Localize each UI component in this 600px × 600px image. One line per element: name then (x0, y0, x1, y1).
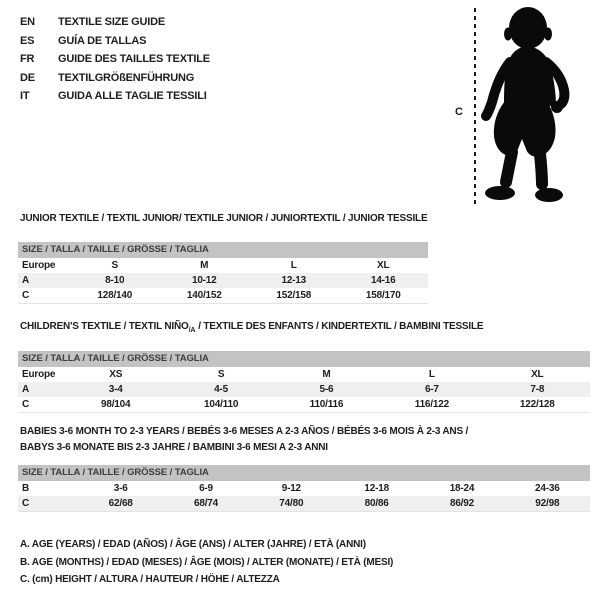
note-line: B. AGE (MONTHS) / EDAD (MESES) / ÂGE (MOIS) / ALTER (MONATE) / ETÀ (MESI) (20, 556, 394, 568)
table-row (18, 258, 428, 273)
table-cell: 3-6 (113, 483, 128, 494)
junior-size-table (18, 258, 428, 304)
title-part: / TEXTILE DES ENFANTS / KINDERTEXTIL / BAMBINI TESSILE (198, 321, 484, 332)
language-list (20, 13, 210, 106)
table-cell: 86/92 (419, 496, 504, 511)
table-row (18, 496, 590, 511)
row-label-cell: A (18, 273, 70, 288)
language-row (20, 32, 210, 51)
babies-size-table (18, 481, 590, 512)
table-cell: 116/122 (414, 398, 449, 410)
table-cell: 24-36 (535, 483, 560, 494)
table-cell: XL (531, 369, 544, 380)
table-cell: 10-12 (160, 273, 250, 288)
legend-notes (20, 536, 393, 589)
childrens-textile-section (18, 321, 590, 413)
table-row (18, 273, 428, 288)
table-cell: 128/140 (97, 289, 133, 301)
table-cell: 110/116 (309, 398, 344, 410)
language-text: TEXTILE SIZE GUIDE (58, 16, 166, 28)
size-header-bar: SIZE / TALLA / TAILLE / GRÖSSE / TAGLIA (18, 242, 428, 258)
table-cell: 7-8 (485, 382, 590, 397)
row-label-cell: Europe (22, 260, 56, 271)
height-measure-label: C (455, 106, 463, 118)
note-line: A. AGE (YEARS) / EDAD (AÑOS) / ÂGE (ANS) / ALTER (JAHRE) / ETÀ (ANNI) (20, 539, 366, 550)
table-cell: 3-4 (63, 382, 168, 397)
table-cell: XS (109, 369, 123, 380)
table-row (18, 288, 428, 303)
table-cell: 80/86 (334, 496, 419, 511)
height-dashed-line (474, 8, 476, 208)
language-code: IT (20, 90, 30, 102)
row-label-cell: C (18, 496, 78, 511)
junior-textile-section (18, 213, 428, 304)
table-cell: 12-13 (249, 273, 339, 288)
table-title (20, 321, 590, 336)
table-cell: 9-12 (281, 483, 301, 494)
table-row (18, 481, 590, 496)
row-label-cell: B (22, 483, 30, 494)
table-cell: 6-7 (379, 382, 484, 397)
language-row (20, 13, 210, 32)
table-cell: 122/128 (519, 398, 555, 410)
table-cell: 68/74 (163, 496, 248, 511)
table-row (18, 397, 590, 412)
table-cell: 12-18 (364, 483, 389, 494)
language-text: GUÍA DE TALLAS (58, 34, 147, 47)
row-label-cell: C (22, 398, 30, 410)
table-cell: 74/80 (249, 496, 334, 511)
language-text: GUIDE DES TAILLES TEXTILE (58, 53, 210, 65)
title-line: BABIES 3-6 MONTH TO 2-3 YEARS / BEBÉS 3-6 MESES A 2-3 AÑOS / BÉBÉS 3-6 MOIS À 2-3 ANS / (20, 426, 469, 437)
table-cell: M (200, 260, 209, 271)
table-cell: 8-10 (70, 273, 160, 288)
table-cell: S (111, 260, 118, 271)
note-line: C. (cm) HEIGHT / ALTURA / HAUTEUR / HÖHE / ALTEZZA (20, 574, 280, 585)
table-cell: M (322, 369, 331, 380)
table-cell: 140/152 (186, 289, 222, 301)
table-row (18, 382, 590, 397)
table-cell: 98/104 (101, 398, 131, 410)
language-code: DE (20, 71, 35, 84)
table-cell: 5-6 (274, 382, 379, 397)
table-title (20, 424, 590, 456)
language-text: TEXTILGRÖßENFÜHRUNG (58, 71, 195, 84)
table-cell: 4-5 (168, 382, 273, 397)
row-label-cell: C (22, 289, 30, 301)
language-row (20, 50, 210, 69)
language-code: ES (20, 34, 35, 47)
size-header-bar: SIZE / TALLA / TAILLE / GRÖSSE / TAGLIA (18, 351, 590, 367)
language-code: EN (20, 16, 35, 28)
title-part: CHILDREN'S TEXTILE / TEXTIL NIÑO (20, 321, 189, 332)
table-cell: 104/110 (203, 398, 239, 410)
baby-silhouette-icon (478, 6, 600, 208)
row-label-cell: A (18, 382, 63, 397)
table-cell: 14-16 (339, 273, 429, 288)
table-cell: 18-24 (449, 483, 475, 494)
table-cell: 62/68 (78, 496, 163, 511)
language-row (20, 69, 210, 88)
babies-textile-section (18, 424, 590, 512)
title-subscript: /A (188, 327, 196, 334)
language-row (20, 87, 210, 106)
language-code: FR (20, 53, 35, 65)
title-line: BABYS 3-6 MONATE BIS 2-3 JAHRE / BAMBINI 3-6 MESI A 2-3 ANNI (20, 442, 328, 453)
table-cell: L (290, 260, 297, 271)
table-cell: 92/98 (505, 496, 590, 511)
size-header-bar: SIZE / TALLA / TAILLE / GRÖSSE / TAGLIA (18, 465, 590, 481)
table-row (18, 367, 590, 382)
table-cell: 158/170 (365, 289, 401, 301)
children-size-table (18, 367, 590, 413)
table-cell: XL (377, 260, 390, 271)
table-cell: L (428, 369, 435, 380)
table-cell: 152/158 (276, 289, 312, 301)
row-label-cell: Europe (22, 369, 56, 380)
table-cell: 6-9 (199, 483, 213, 494)
table-cell: S (217, 369, 225, 380)
language-text: GUIDA ALLE TAGLIE TESSILI (58, 90, 207, 102)
table-title: JUNIOR TEXTILE / TEXTIL JUNIOR/ TEXTILE JUNIOR / JUNIORTEXTIL / JUNIOR TESSILE (20, 213, 428, 224)
